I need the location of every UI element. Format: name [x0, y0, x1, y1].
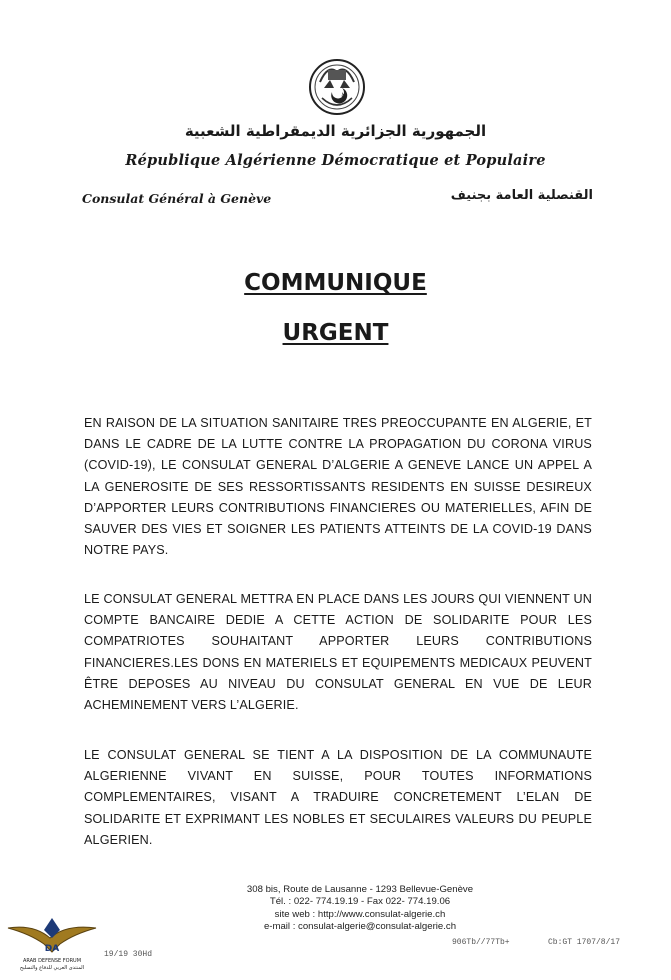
footer-email: e-mail : consulat-algerie@consulat-algerie.ch [263, 920, 457, 932]
document-subtitle: URGENT [282, 320, 389, 346]
algeria-emblem-seal-icon [306, 58, 368, 116]
svg-text:DA: DA [44, 944, 60, 954]
fax-transmission-mark: Cb:GT 1707/8/17 [548, 938, 621, 947]
body-paragraph: LE CONSULAT GENERAL METTRA EN PLACE DANS LES JOURS QUI VIENNENT UN COMPTE BANCAIRE DEDIE A CETTE ACTION DE SOLIDARITE POUR LES COMPATRIOTES SOUHAITANT APPORTER LEURS CONTRIBUTIONS FINANCIERES.LES DONS EN MATERIELS ET EQUIPEMENTS MEDICAUX PEUVENT ÊTRE DEPOSES AU NIVEAU DU CONSULAT GENERAL EN VUE DE LEUR ACHEMINEMENT VERS L’ALGERIE. [84, 592, 592, 713]
french-republic-title: République Algérienne Démocratique et Populaire [125, 152, 546, 169]
document-title: COMMUNIQUE [244, 270, 427, 296]
watermark-name: ARAB DEFENSE FORUM [22, 958, 82, 964]
footer-address: 308 bis, Route de Lausanne - 1293 Bellevue-Genève [246, 884, 474, 895]
watermark-logo-text [4, 958, 100, 972]
watermark-arabic: المنتدى العربي للدفاع والتسليح [19, 965, 85, 971]
fax-transmission-mark: 19/19 30Hd [104, 950, 153, 959]
body-paragraph: LE CONSULAT GENERAL SE TIENT A LA DISPOSITION DE LA COMMUNAUTE ALGERIENNE VIVANT EN SUISSE, POUR TOUTES INFORMATIONS COMPLEMENTAIRES, VISANT A TRADUIRE CONCRETEMENT L’ELAN DE SOLIDARITE ET EXPRIMANT LES NOBLES ET SECULAIRES VALEURS DU PEUPLE ALGERIEN. [84, 748, 592, 847]
consulate-name-french: Consulat Général à Genève [82, 191, 272, 206]
fax-transmission-mark: 906Tb//77Tb+ [452, 938, 510, 947]
footer-phone-fax: Tél. : 022- 774.19.19 - Fax 022- 774.19.06 [269, 896, 451, 908]
contact-footer [200, 884, 520, 933]
footer-website: site web : http://www.consulat-algerie.ch [274, 908, 446, 920]
consulate-name-arabic: القنصلية العامة بجنيف [450, 188, 593, 203]
arabic-republic-title: الجمهورية الجزائرية الديمقراطية الشعبية [184, 122, 487, 140]
body-paragraph: EN RAISON DE LA SITUATION SANITAIRE TRES PREOCCUPANTE EN ALGERIE, ET DANS LE CADRE DE LA LUTTE CONTRE LA PROPAGATION DU CORONA VIRUS (COVID-19), LE CONSULAT GENERAL D’ALGERIE A GENEVE LANCE UN APPEL A LA GENEROSITE DE SES RESSORTISSANTS RESIDENTS EN SUISSE DESIREUX D’APPORTER LEURS CONTRIBUTIONS FINANCIERES OU MATERIELLES, AFIN DE SAUVER DES VIES ET SOIGNER LES PATIENTS ATTEINTS DE LA COVID-19 DANS NOTRE PAYS. [84, 416, 592, 558]
